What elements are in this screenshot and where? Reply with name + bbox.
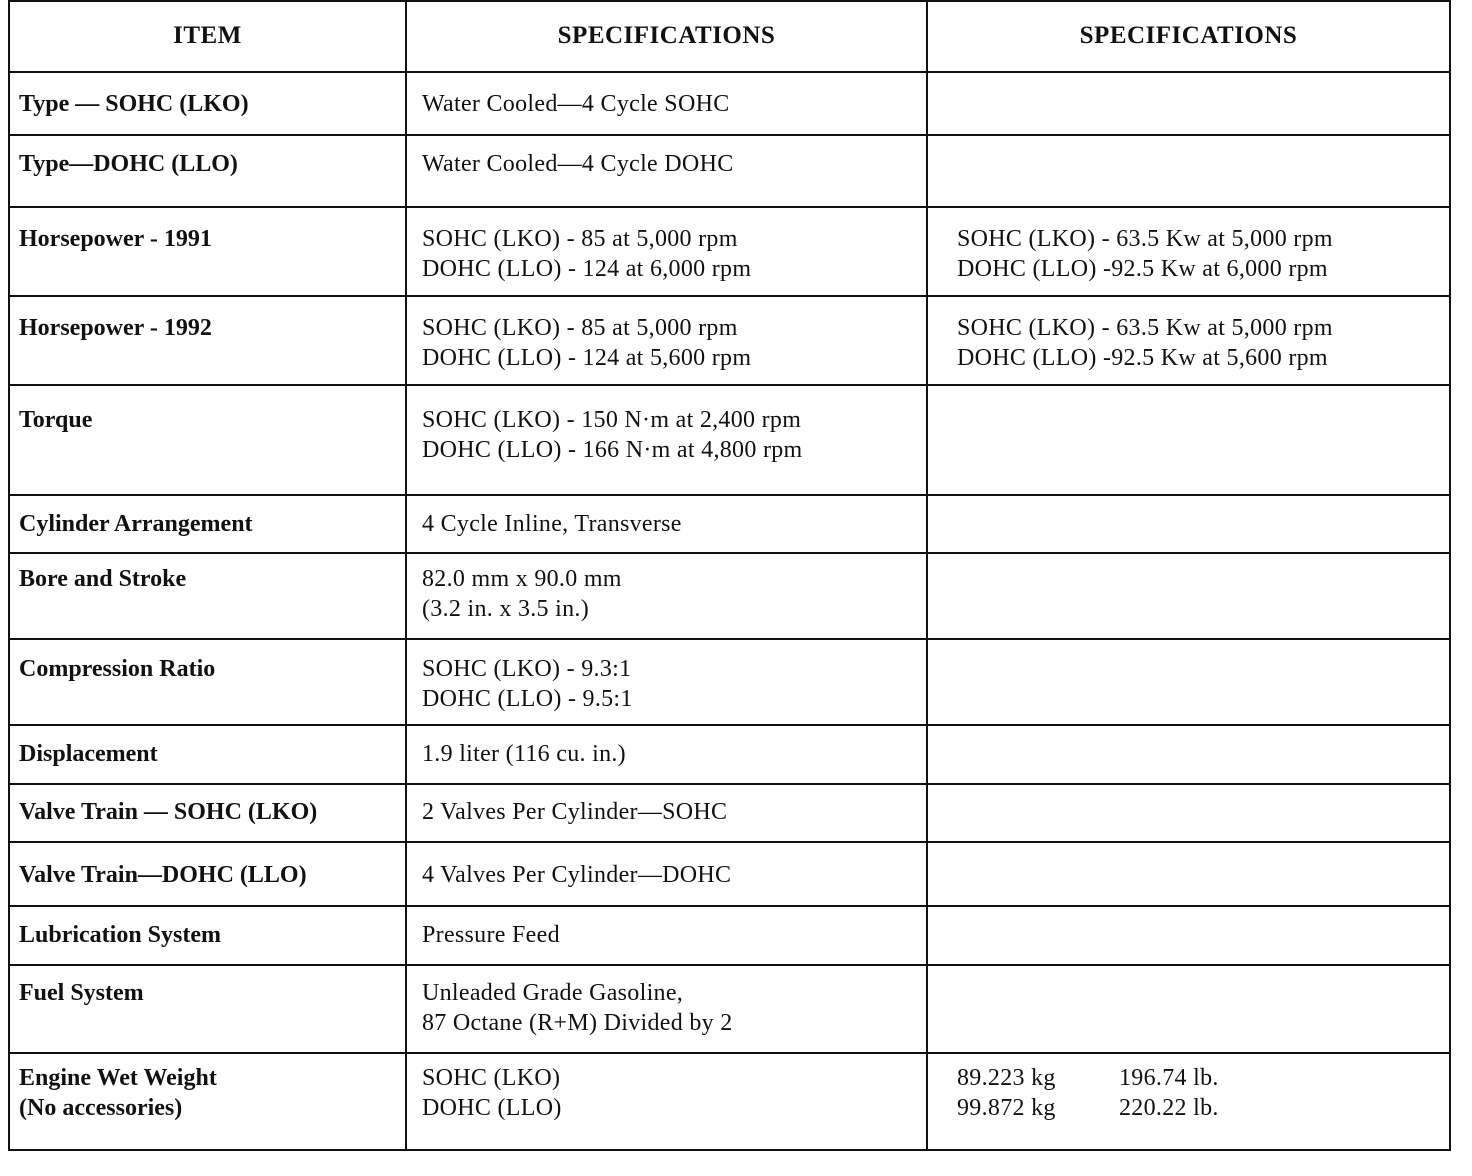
- weight-lb: 220.22 lb.: [1119, 1095, 1219, 1121]
- spec-cell: [406, 784, 927, 842]
- spec-metric-cell: [927, 1053, 1450, 1150]
- weight-line: [957, 1063, 1449, 1093]
- item-cell: [9, 965, 406, 1053]
- spec-line: 82.0 mm x 90.0 mm: [422, 566, 622, 592]
- table-row: [9, 906, 1450, 965]
- spec-line: DOHC (LLO) - 124 at 5,600 rpm: [422, 345, 752, 371]
- item-cell: [9, 639, 406, 725]
- spec-metric-cell: [927, 725, 1450, 784]
- spec-metric-cell: [927, 639, 1450, 725]
- table-row: [9, 296, 1450, 385]
- spec-cell: [406, 965, 927, 1053]
- item-line: Bore and Stroke: [19, 566, 187, 592]
- spec-metric-line: DOHC (LLO) -92.5 Kw at 5,600 rpm: [957, 345, 1328, 371]
- table-row: [9, 784, 1450, 842]
- spec-cell: [406, 639, 927, 725]
- item-cell: [9, 1053, 406, 1150]
- table-row: [9, 842, 1450, 906]
- spec-line: DOHC (LLO) - 166 N·m at 4,800 rpm: [422, 437, 803, 463]
- spec-cell: [406, 553, 927, 639]
- spec-metric-cell: [927, 135, 1450, 207]
- spec-line: SOHC (LKO) - 9.3:1: [422, 656, 632, 682]
- spec-line: 1.9 liter (116 cu. in.): [422, 741, 626, 767]
- item-line: Horsepower - 1992: [19, 315, 212, 341]
- spec-line: DOHC (LLO): [422, 1095, 562, 1121]
- item-cell: [9, 495, 406, 553]
- engine-spec-table: [8, 0, 1451, 1151]
- table-row: [9, 385, 1450, 495]
- item-line: Type — SOHC (LKO): [19, 91, 249, 117]
- table-row: [9, 553, 1450, 639]
- table-row: [9, 135, 1450, 207]
- spec-line: Pressure Feed: [422, 922, 560, 948]
- spec-line: 87 Octane (R+M) Divided by 2: [422, 1010, 733, 1036]
- header-specifications: SPECIFICATIONS: [406, 1, 927, 72]
- spec-line: SOHC (LKO) - 85 at 5,000 rpm: [422, 315, 738, 341]
- spec-metric-line: SOHC (LKO) - 63.5 Kw at 5,000 rpm: [957, 226, 1333, 252]
- spec-metric-cell: [927, 842, 1450, 906]
- spec-line: SOHC (LKO): [422, 1065, 561, 1091]
- spec-metric-line: DOHC (LLO) -92.5 Kw at 6,000 rpm: [957, 256, 1328, 282]
- item-line: Fuel System: [19, 980, 144, 1006]
- spec-metric-cell: [927, 296, 1450, 385]
- spec-line: (3.2 in. x 3.5 in.): [422, 596, 590, 622]
- spec-cell: [406, 1053, 927, 1150]
- weight-lb: 196.74 lb.: [1119, 1065, 1219, 1091]
- spec-metric-cell: [927, 906, 1450, 965]
- spec-cell: [406, 842, 927, 906]
- item-cell: [9, 842, 406, 906]
- item-line: Engine Wet Weight: [19, 1065, 217, 1091]
- spec-line: DOHC (LLO) - 124 at 6,000 rpm: [422, 256, 752, 282]
- item-cell: [9, 725, 406, 784]
- spec-line: 2 Valves Per Cylinder—SOHC: [422, 799, 728, 825]
- header-row: [9, 1, 1450, 72]
- spec-metric-cell: [927, 784, 1450, 842]
- item-cell: [9, 784, 406, 842]
- table-row: [9, 639, 1450, 725]
- spec-cell: [406, 72, 927, 135]
- table-row: [9, 72, 1450, 135]
- item-cell: [9, 906, 406, 965]
- spec-cell: [406, 906, 927, 965]
- item-line: Torque: [19, 407, 93, 433]
- item-cell: [9, 72, 406, 135]
- spec-cell: [406, 725, 927, 784]
- spec-cell: [406, 495, 927, 553]
- spec-line: 4 Cycle Inline, Transverse: [422, 511, 682, 537]
- item-cell: [9, 207, 406, 296]
- weight-kg: 89.223 kg: [957, 1065, 1056, 1091]
- item-cell: [9, 296, 406, 385]
- spec-line: SOHC (LKO) - 85 at 5,000 rpm: [422, 226, 738, 252]
- spec-line: DOHC (LLO) - 9.5:1: [422, 686, 633, 712]
- spec-metric-cell: [927, 385, 1450, 495]
- engine-spec-document: [8, 0, 1449, 1151]
- spec-line: Unleaded Grade Gasoline,: [422, 980, 684, 1006]
- spec-line: 4 Valves Per Cylinder—DOHC: [422, 862, 732, 888]
- spec-metric-cell: [927, 72, 1450, 135]
- item-line: Cylinder Arrangement: [19, 511, 253, 537]
- item-cell: [9, 135, 406, 207]
- spec-metric-cell: [927, 495, 1450, 553]
- item-line: (No accessories): [19, 1095, 183, 1121]
- item-line: Valve Train — SOHC (LKO): [19, 799, 318, 825]
- item-cell: [9, 553, 406, 639]
- table-row: [9, 725, 1450, 784]
- spec-cell: [406, 135, 927, 207]
- spec-cell: [406, 385, 927, 495]
- spec-cell: [406, 207, 927, 296]
- spec-metric-line: SOHC (LKO) - 63.5 Kw at 5,000 rpm: [957, 315, 1333, 341]
- table-row: [9, 965, 1450, 1053]
- table-row: [9, 495, 1450, 553]
- header-specifications-metric: SPECIFICATIONS: [927, 1, 1450, 72]
- item-line: Valve Train—DOHC (LLO): [19, 862, 307, 888]
- spec-line: Water Cooled—4 Cycle DOHC: [422, 151, 734, 177]
- item-line: Compression Ratio: [19, 656, 216, 682]
- spec-line: Water Cooled—4 Cycle SOHC: [422, 91, 730, 117]
- spec-metric-cell: [927, 207, 1450, 296]
- table-row: [9, 1053, 1450, 1150]
- item-line: Displacement: [19, 741, 158, 767]
- spec-cell: [406, 296, 927, 385]
- weight-line: [957, 1093, 1449, 1123]
- table-row: [9, 207, 1450, 296]
- spec-line: SOHC (LKO) - 150 N·m at 2,400 rpm: [422, 407, 802, 433]
- weight-kg: 99.872 kg: [957, 1095, 1056, 1121]
- item-line: Horsepower - 1991: [19, 226, 212, 252]
- item-line: Type—DOHC (LLO): [19, 151, 238, 177]
- spec-metric-cell: [927, 965, 1450, 1053]
- spec-metric-cell: [927, 553, 1450, 639]
- item-line: Lubrication System: [19, 922, 222, 948]
- item-cell: [9, 385, 406, 495]
- header-item: ITEM: [9, 1, 406, 72]
